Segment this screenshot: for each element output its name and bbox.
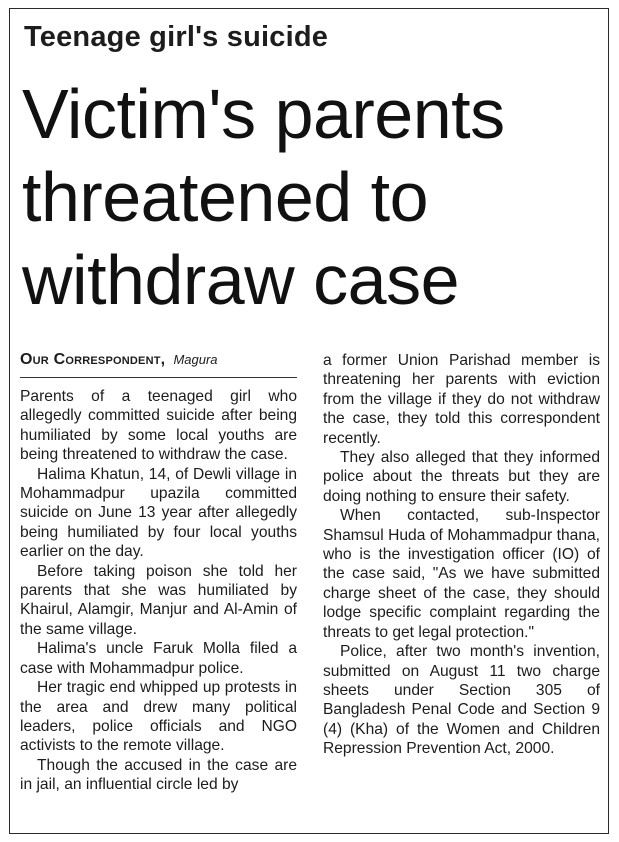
headline-line-1: Victim's parents [22, 75, 505, 153]
newspaper-clipping [9, 8, 609, 834]
headline [22, 73, 602, 322]
paragraph: a former Union Parishad member is threatening her parents with eviction from the village if they do not withdraw the case, they told this correspondent recently. [323, 352, 600, 447]
paragraph: Before taking poison she told her parents that she was humiliated by Khairul, Alamgir, Manjur and Al-Amin of the same village. [20, 562, 297, 638]
paragraph: Halima Khatun, 14, of Dewli village in Mohammadpur upazila committed suicide on June 13 year after allegedly being humiliated by four local youths earlier on the day. [20, 465, 297, 561]
byline-location: Magura [173, 352, 218, 367]
paragraph: When contacted, sub-Inspector Shamsul Huda of Mohammadpur thana, who is the investigation officer (IO) of the case said, "As we have submitted charge sheet of the case, they should lodge specific complaint regarding the threats to get legal protection." [323, 507, 600, 641]
paragraph: Her tragic end whipped up protests in the area and drew many political leaders, police officials and NGO activists to the remote village. [20, 679, 297, 755]
left-column [20, 351, 297, 795]
byline-name: Our Correspondent, [20, 351, 166, 368]
paragraph: Though the accused in the case are in jail, an influential circle led by [20, 756, 297, 794]
kicker-title: Teenage girl's suicide [24, 21, 329, 53]
paragraph: Police, after two month's invention, submitted on August 11 two charge sheets under Section 305 of Bangladesh Penal Code and Section 9 (4) (Kha) of the Women and Children Repression Prevention Act, 2000. [323, 643, 600, 758]
byline [20, 351, 297, 378]
paragraph: Halima's uncle Faruk Molla filed a case with Mohammadpur police. [20, 640, 297, 677]
headline-line-2: threatened to [22, 158, 429, 236]
paragraph: They also alleged that they informed police about the threats but they are doing nothing to ensure their safety. [323, 449, 600, 505]
headline-line-3: withdraw case [22, 241, 460, 319]
paragraph: Parents of a teenaged girl who allegedly committed suicide after being humiliated by some local youths are being threatened to withdraw the case. [20, 388, 297, 464]
right-column [323, 351, 600, 759]
